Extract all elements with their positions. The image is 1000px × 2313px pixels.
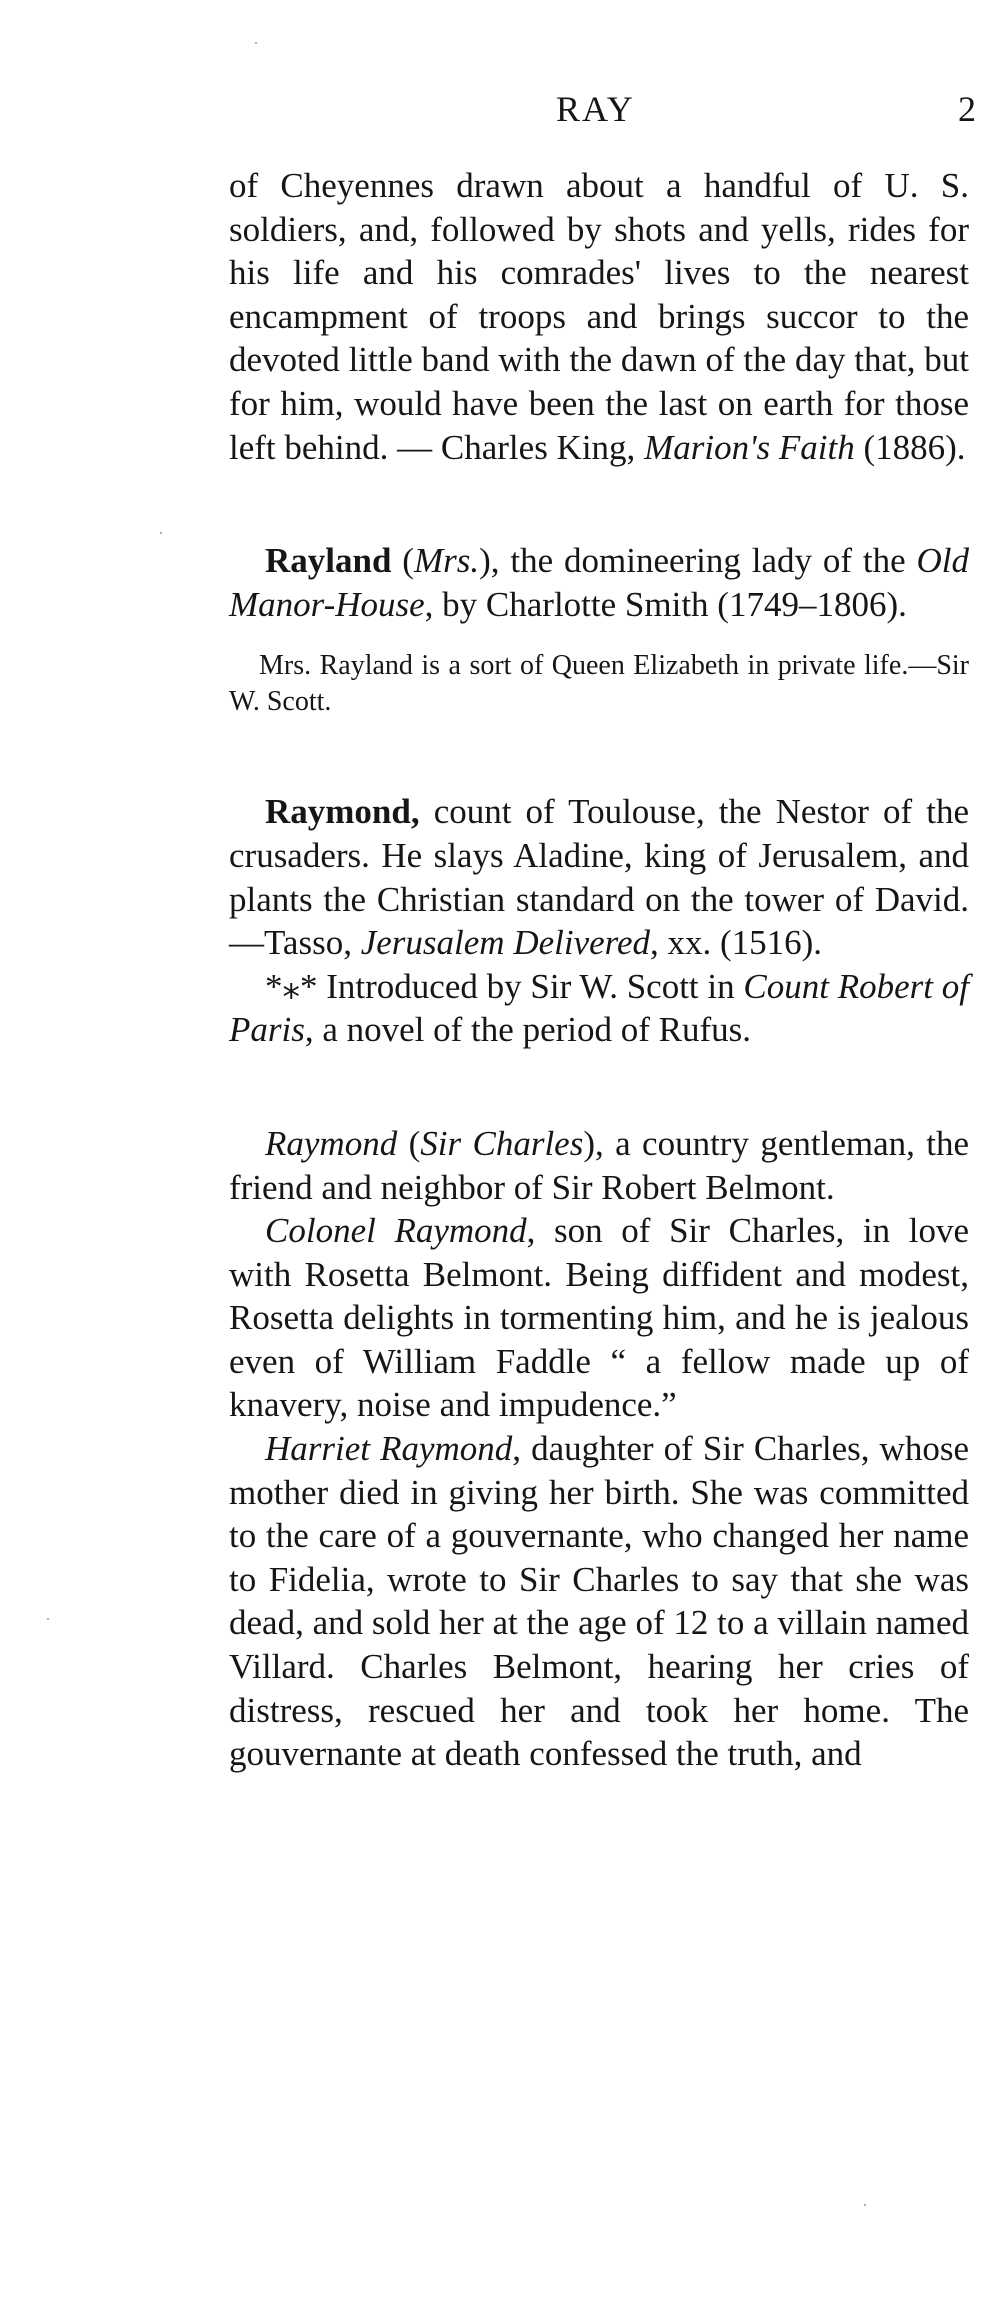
work-title: Jerusalem Delivered [360,923,650,963]
entry-text: , by Charlotte Smith (1749–1806). [424,584,907,624]
work-title: Marion's Faith [644,427,855,467]
editorial-note [229,965,969,1052]
page-header [0,88,1000,148]
entry-text: count of Toulouse, the Nestor of the crusaders. He slays Aladine, king of Jerusalem, and plants the Christian standard on the tower of David.—Tasso, [229,792,969,963]
character-title: Sir Charles [420,1123,584,1163]
text-column [229,164,969,1776]
page-number: 2 [958,89,976,129]
entry-text: ( [397,1123,421,1163]
quotation: Mrs. Rayland is a sort of Queen Elizabeth in private life.—Sir W. Scott. [229,650,969,718]
entry-text: , a novel of the period of Rufus. [304,1010,752,1050]
paper-speck [255,42,257,44]
entry-text: , xx. (1516). [650,923,823,963]
headword: Raymond, [265,792,420,832]
entry-text: ), the domineering lady of the [479,541,917,581]
running-head: RAY [556,89,635,129]
character-name: Colonel Raymond [265,1211,527,1251]
entry-text: , daughter of Sir Charles, whose mother died in giving her birth. She was committed to the care of a gouvernante, who changed her name to Fidelia, wrote to Sir Charles to say that she was dead, and sold her at the age of 12 to a villain named Villard. Charles Belmont, hearing her cries of distress, rescued her and took her home. The gouvernante at death confessed the truth, and [229,1429,969,1774]
entry-text: (1886). [854,427,966,467]
entry-text: of Cheyennes drawn about a handful of U. S. soldiers, and, followed by shots and yells, rides for his life and his comrades' lives to the nearest encampment of troops and brings succor to the devoted little band with the dawn of the day that, but for him, would have been the last on earth for those left behind. — Charles King, [229,166,969,467]
paper-speck [864,2204,866,2206]
entry-text: Introduced by Sir W. Scott in [317,966,744,1006]
paper-speck [47,1618,49,1620]
asterism: *⁎* [265,966,318,1006]
paper-speck [160,532,162,534]
entry-raymond-count [229,790,969,964]
character-name: Harriet Raymond [265,1429,513,1469]
work-title: Old Manor-House [229,541,969,624]
entry-rayland [229,539,969,626]
character-name: Raymond [265,1123,398,1163]
entry-continuation [229,164,969,469]
entry-text: , son of Sir Charles, in love with Rosetta Belmont. Being diffident and modest, Rosetta delights in tormenting him, and he is jealous even of William Faddle “ a fellow made up of knavery, noise and impudence.” [229,1211,969,1425]
entry-raymond-sir-charles [229,1122,969,1209]
entry-colonel-raymond [229,1209,969,1427]
entry-harriet-raymond [229,1427,969,1776]
headword-title: Mrs. [413,541,480,581]
entry-text: ), a country gentleman, the friend and neighbor of Sir Robert Belmont. [229,1123,969,1207]
entry-text: ( [391,541,414,581]
headword: Rayland [265,541,392,581]
work-title: Count Robert of Paris [229,966,970,1050]
